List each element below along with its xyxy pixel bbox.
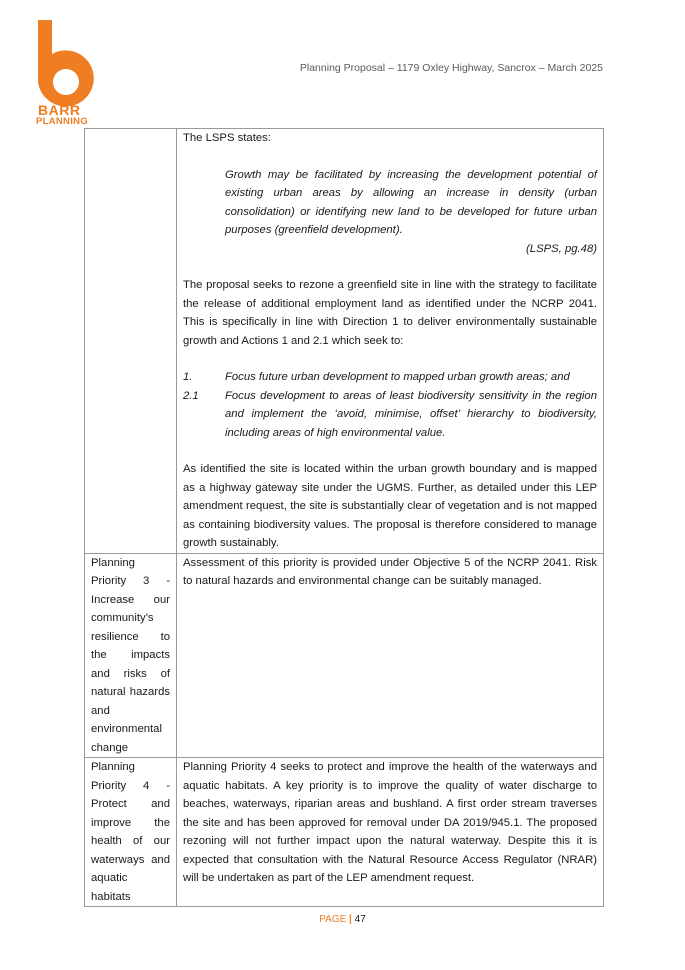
page-number: 47 (354, 914, 366, 925)
action-text: Focus development to areas of least biodiversity sensitivity in the region and implement the ‘avoid, minimise, offset’ hierarchy to biodiversity, including areas of high environmental value. (225, 389, 597, 439)
footer-separator: | (349, 914, 352, 925)
footer-label: PAGE (319, 914, 347, 925)
action-number: 1. (183, 371, 193, 383)
header-title: Planning Proposal – 1179 Oxley Highway, Sancrox – March 2025 (299, 62, 603, 74)
row3-assessment-cell: Planning Priority 4 seeks to protect and improve the health of the waterways and aquatic habitats. A key priority is to improve the quality of water discharge to beaches, waterways, riparian areas and bushland. A first order stream traverses the site and has been approved for removal under DA 2019/945.1. The proposed rezoning will not further impact upon the natural waterway. Despite this it is expected that consultation with the Natural Resource Access Regulator (NRAR) will be undertaken as part of the LEP amendment request. (177, 758, 604, 907)
logo-text-planning: PLANNING (36, 116, 89, 127)
assessment-table (84, 128, 604, 907)
table-row (85, 758, 604, 907)
action-item (183, 387, 597, 443)
row2-assessment-cell: Assessment of this priority is provided under Objective 5 of the NCRP 2041. Risk to natural hazards and environmental change can be suitably managed. (177, 553, 604, 758)
row1-priority-cell (85, 129, 177, 554)
action-item (183, 368, 597, 387)
action-text: Focus future urban development to mapped urban growth areas; and (225, 371, 570, 383)
row2-priority-cell: Planning Priority 3 - Increase our community’s resilience to the impacts and risks of natural hazards and environmental change (85, 553, 177, 758)
lsps-quote: Growth may be facilitated by increasing the development potential of existing urban areas by allowing an increase in density (urban consolidation) or identifying new land to be developed for future urban purposes (greenfield development). (225, 168, 597, 236)
action-number: 2.1 (183, 389, 199, 402)
logo-text-barr: BARR (38, 102, 81, 118)
row1-assessment-cell (177, 129, 604, 554)
row3-priority-cell: Planning Priority 4 - Protect and improve the health of our waterways and aquatic habitats (85, 758, 177, 907)
site-paragraph: As identified the site is located within the urban growth boundary and is mapped as a highway gateway site under the UGMS. Further, as detailed under this LEP amendment request, the site is substantially clear of vegetation and is not mapped as containing biodiversity values. The proposal is therefore considered to manage growth sustainably. (183, 463, 597, 549)
lsps-intro: The LSPS states: (183, 132, 271, 144)
proposal-paragraph: The proposal seeks to rezone a greenfield site in line with the strategy to facilitate the release of additional employment land as identified under the NCRP 2041. This is specifically in line with Direction 1 to deliver environmentally sustainable growth and Actions 1 and 2.1 which seek to: (183, 279, 597, 347)
table-row (85, 553, 604, 758)
table-row (85, 129, 604, 554)
page-footer (0, 914, 685, 925)
lsps-quote-source: (LSPS, pg.48) (526, 242, 597, 255)
